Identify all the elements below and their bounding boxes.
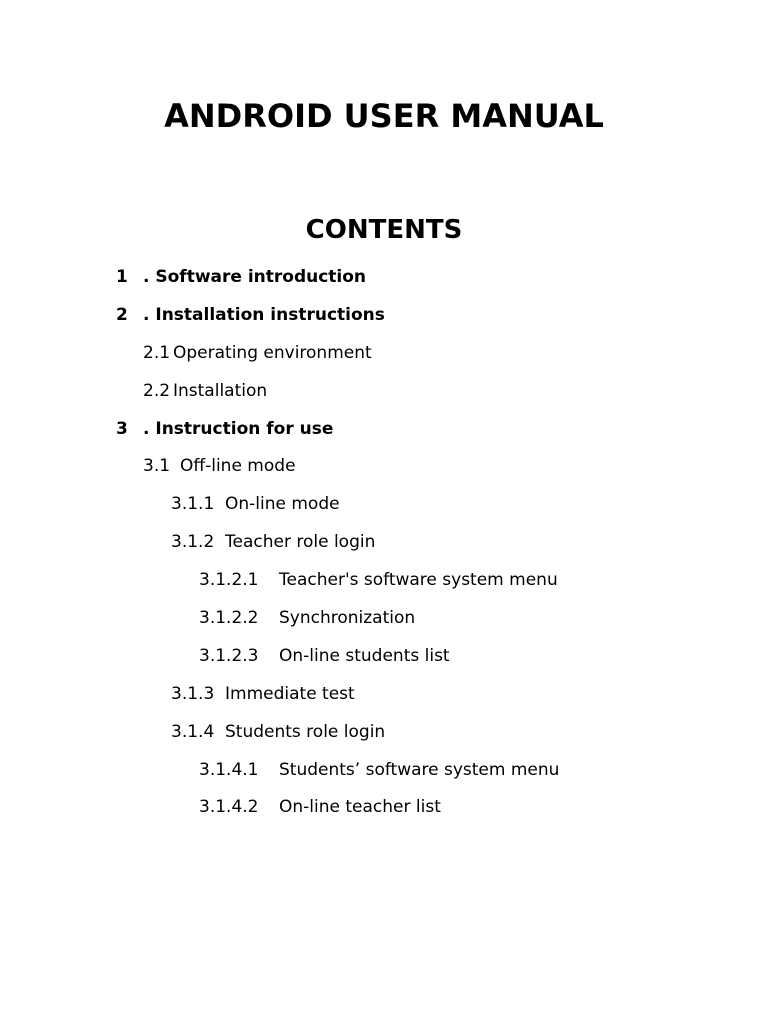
toc-entry-number: 3.1.1 bbox=[171, 494, 215, 515]
toc-entry-label: Synchronization bbox=[279, 608, 416, 629]
toc-entry-number: 3.1.3 bbox=[171, 683, 215, 704]
toc-entry-label: Immediate test bbox=[225, 683, 355, 704]
toc-entry-number: 3.1.2.1 bbox=[199, 570, 259, 591]
toc-entry-label: On-line mode bbox=[225, 494, 340, 515]
toc-entry-number: 3.1.4.2 bbox=[199, 797, 259, 818]
toc-entry-label: On-line students list bbox=[279, 645, 450, 666]
toc-entry-2 bbox=[0, 296, 768, 334]
toc-entry-label: . Software introduction bbox=[143, 267, 367, 287]
toc-entry-label: Students role login bbox=[225, 721, 386, 742]
toc-entry-label: Operating environment bbox=[173, 342, 372, 363]
toc-entry-number: 2 bbox=[116, 304, 128, 325]
toc-entry-1 bbox=[0, 258, 768, 296]
toc-entry-3-1-1 bbox=[0, 485, 768, 523]
toc-entry-3-1-2-2 bbox=[0, 599, 768, 637]
toc-entry-number: 3.1.4.1 bbox=[199, 759, 259, 780]
toc-entry-3-1-3 bbox=[0, 675, 768, 713]
toc-entry-label: Teacher role login bbox=[225, 532, 376, 553]
toc-entry-label: Teacher's software system menu bbox=[279, 570, 558, 591]
toc-entry-3-1-4-1 bbox=[0, 751, 768, 789]
table-of-contents bbox=[0, 258, 768, 826]
toc-entry-3-1-2-3 bbox=[0, 637, 768, 675]
toc-entry-number: 3.1.2.3 bbox=[199, 645, 259, 666]
toc-entry-2-1 bbox=[0, 334, 768, 372]
toc-entry-label: Installation bbox=[173, 380, 268, 401]
toc-entry-number: 3.1.2.2 bbox=[199, 608, 259, 629]
toc-entry-number: 3.1.4 bbox=[171, 721, 215, 742]
toc-entry-3-1-2 bbox=[0, 523, 768, 561]
toc-entry-3-1-4-2 bbox=[0, 788, 768, 826]
toc-entry-number: 3 bbox=[116, 418, 128, 439]
contents-heading: CONTENTS bbox=[305, 215, 463, 245]
toc-entry-number: 3.1 bbox=[143, 456, 171, 477]
toc-entry-label: . Installation instructions bbox=[143, 304, 385, 325]
toc-entry-number: 3.1.2 bbox=[171, 532, 215, 553]
toc-entry-3-1 bbox=[0, 447, 768, 485]
toc-entry-label: . Instruction for use bbox=[143, 418, 334, 439]
toc-entry-label: Off-line mode bbox=[180, 456, 296, 477]
toc-entry-3 bbox=[0, 410, 768, 448]
document-title: ANDROID USER MANUAL bbox=[164, 97, 604, 135]
toc-entry-label: Students’ software system menu bbox=[279, 759, 560, 780]
toc-entry-2-2 bbox=[0, 372, 768, 410]
toc-entry-label: On-line teacher list bbox=[279, 797, 441, 818]
toc-entry-number: 2.1 bbox=[143, 342, 171, 363]
toc-entry-number: 1 bbox=[116, 267, 128, 287]
toc-entry-3-1-4 bbox=[0, 713, 768, 751]
toc-entry-number: 2.2 bbox=[143, 380, 171, 401]
toc-entry-3-1-2-1 bbox=[0, 561, 768, 599]
